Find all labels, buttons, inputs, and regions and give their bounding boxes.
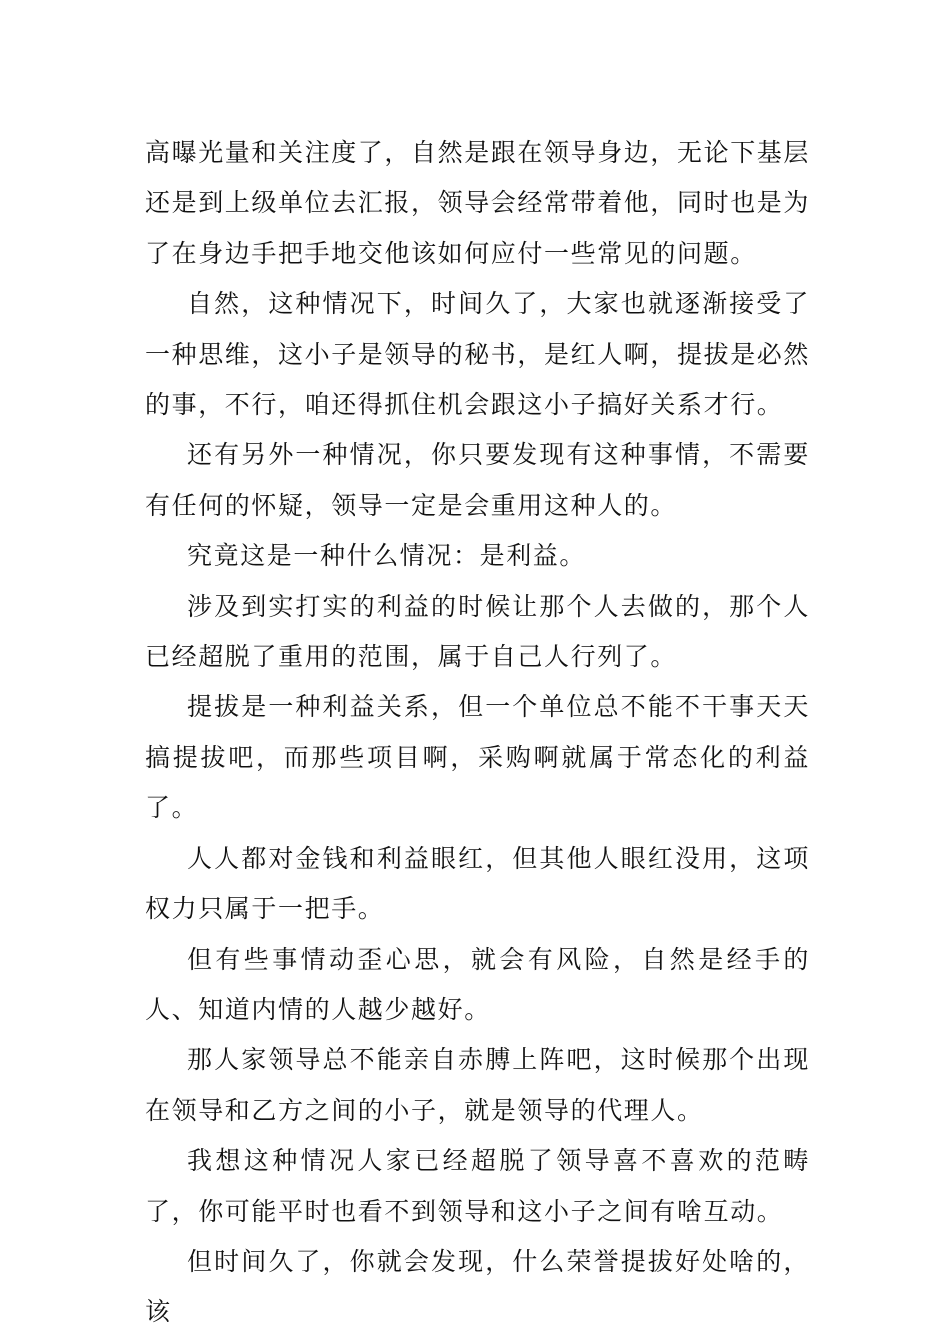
paragraph: 但时间久了，你就会发现，什么荣誉提拔好处啥的，该: [145, 1246, 810, 1327]
paragraph: 究竟这是一种什么情况：是利益。: [187, 541, 587, 571]
paragraph: 那人家领导总不能亲自赤膊上阵吧，这时候那个出现在领导和乙方之间的小子，就是领导的代理人。: [145, 1045, 810, 1125]
paragraph: 高曝光量和关注度了，自然是跟在领导身边，无论下基层还是到上级单位去汇报，领导会经常带着他，同时也是为了在身边手把手地交他该如何应付一些常见的问题。: [145, 138, 811, 268]
paragraph: 但有些事情动歪心思，就会有风险，自然是经手的人、知道内情的人越少越好。: [145, 944, 810, 1024]
paragraph: 我想这种情况人家已经超脱了领导喜不喜欢的范畴了，你可能平时也看不到领导和这小子之间有啥互动。: [145, 1146, 810, 1226]
paragraph: 人人都对金钱和利益眼红，但其他人眼红没用，这项权力只属于一把手。: [145, 843, 810, 924]
paragraph: 提拔是一种利益关系，但一个单位总不能不干事天天搞提拔吧，而那些项目啊，采购啊就属于常态化的利益了。: [145, 692, 810, 823]
paragraph: 涉及到实打实的利益的时候让那个人去做的，那个人已经超脱了重用的范围，属于自己人行列了。: [145, 591, 810, 672]
paragraph: 自然，这种情况下，时间久了，大家也就逐渐接受了一种思维，这小子是领导的秘书，是红人啊，提拔是必然的事，不行，咱还得抓住机会跟这小子搞好关系才行。: [145, 289, 811, 420]
document-body: [145, 128, 810, 1338]
paragraph: 还有另外一种情况，你只要发现有这种事情，不需要有任何的怀疑，领导一定是会重用这种人的。: [145, 440, 810, 520]
